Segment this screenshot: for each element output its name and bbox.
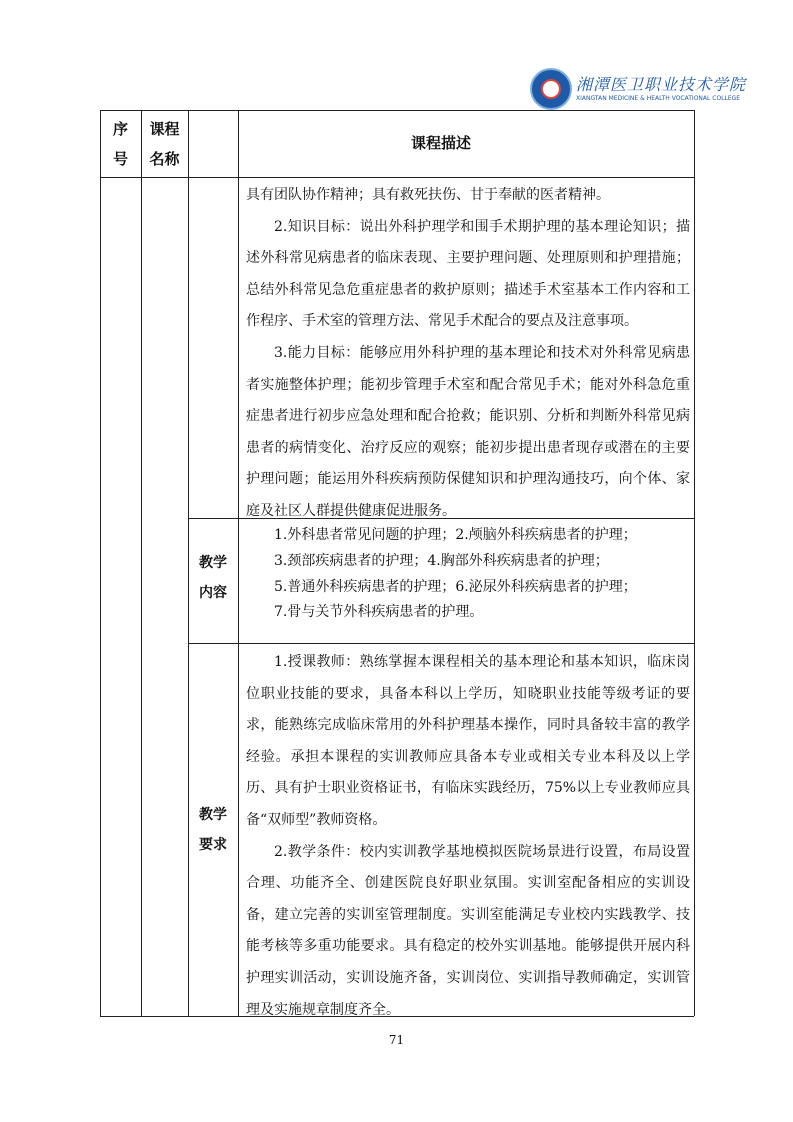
requirement-paragraph: 2.教学条件：校内实训教学基地模拟医院场景进行设置，布局设置合理、功能齐全、创建医院良好职业氛围。实训室配备相应的实训设备，建立完善的实训室管理制度。实训室能满足专业校内实践教学、技能考核等多重功能要求。具有稳定的校外实训基地。能够提供开展内科护理实训活动，实训设施齐备，实训岗位、实训指导教师确定，实训管理及实施规章制度齐全。 <box>246 843 690 1018</box>
school-name-en: XIANGTAN MEDICINE & HEALTH VOCATIONAL COLLEGE <box>576 95 741 102</box>
college-logo-header <box>530 68 747 112</box>
requirements-label-line1: 教学 <box>199 807 227 823</box>
content-line: 3.颈部疾病患者的护理；4.胸部外科疾病患者的护理； <box>274 552 609 569</box>
content-line: 1.外科患者常见问题的护理；2.颅脑外科疾病患者的护理； <box>274 527 637 543</box>
content-label <box>188 548 238 608</box>
header-description: 课程描述 <box>410 134 471 152</box>
content-block <box>246 523 690 626</box>
objective-paragraph: 3.能力目标：能够应用外科护理的基本理论和技术对外科常见病患者实施整体护理；能初步管理手术室和配合常见手术；能对外科急危重症患者进行初步应急处理和配合抢救；能识别、分析和判断外科常见病患者的病情变化、治疗反应的观察；能初步提出患者现存或潜在的主要护理问题；能运用外科疾病预防保健知识和护理沟通技巧，向个体、家庭及社区人群提供健康促进服务。 <box>246 344 690 519</box>
header-index-line2: 号 <box>112 150 128 168</box>
content-label-line1: 教学 <box>199 555 227 571</box>
content-label-line2: 内容 <box>199 585 227 601</box>
requirements-label <box>188 800 238 860</box>
header-course-name <box>141 114 188 174</box>
header-index <box>100 114 141 174</box>
header-index-line1: 序 <box>112 120 128 138</box>
content-line: 7.骨与关节外科疾病患者的护理。 <box>274 604 484 621</box>
requirements-label-line2: 要求 <box>199 837 227 853</box>
objective-paragraph: 具有团队协作精神；具有救死扶伤、甘于奉献的医者精神。 <box>246 187 610 203</box>
objective-paragraph: 2.知识目标：说出外科护理学和围手术期护理的基本理论知识；描述外科常见病患者的临床表现、主要护理问题、处理原则和护理措施；总结外科常见急危重症患者的救护原则；描述手术室基本工作内容和工作程序、手术室的管理方法、常见手术配合的要点及注意事项。 <box>246 218 690 330</box>
page-number: 71 <box>388 1033 405 1047</box>
requirement-paragraph: 1.授课教师：熟练掌握本课程相关的基本理论和基本知识，临床岗位职业技能的要求，具备本科以上学历，知晓职业技能等级考证的要求，能熟练完成临床常用的外科护理基本操作，同时具备较丰富的教学经验。承担本课程的实训教师应具备本专业或相关专业本科及以上学历、具有护士职业资格证书，有临床实践经历，75%以上专业教师应具备“双师型”教师资格。 <box>246 654 690 828</box>
requirements-block <box>246 647 690 1026</box>
header-course-name-line2: 名称 <box>149 150 180 168</box>
school-name: 湘潭医卫职业技术学院 <box>576 75 747 94</box>
objectives-block <box>246 180 690 528</box>
content-line: 5.普通外科疾病患者的护理；6.泌尿外科疾病患者的护理； <box>274 578 637 595</box>
header-course-name-line1: 课程 <box>149 120 180 138</box>
college-emblem-icon <box>530 68 572 110</box>
